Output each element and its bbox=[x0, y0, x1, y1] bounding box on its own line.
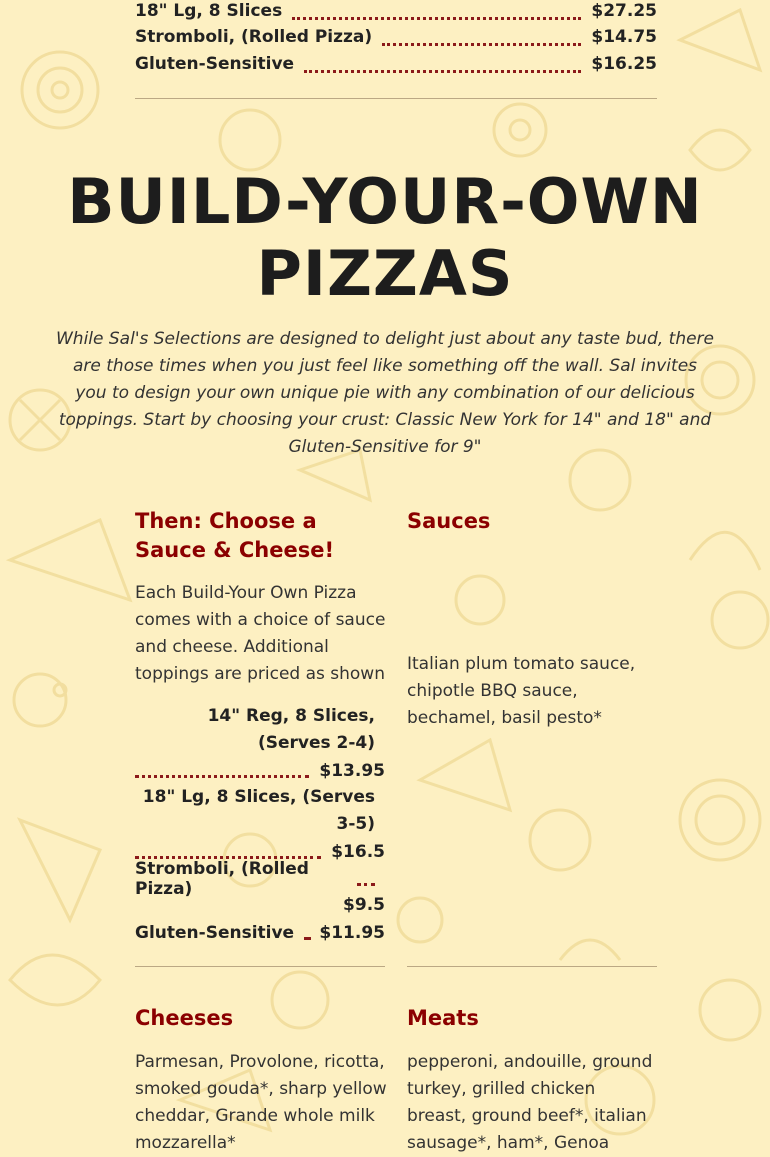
dot-leader bbox=[304, 937, 309, 940]
menu-price-row bbox=[135, 52, 657, 76]
size-name: Gluten-Sensitive bbox=[135, 922, 295, 943]
dot-leader bbox=[292, 17, 581, 20]
menu-price-row bbox=[135, 25, 657, 49]
cheeses-list: Parmesan, Provolone, ricotta, smoked gouda*, sharp yellow cheddar, Grande whole milk mozzarella* bbox=[135, 1052, 387, 1153]
size-price-row bbox=[135, 858, 385, 919]
meats-list: pepperoni, andouille, ground turkey, grilled chicken breast, ground beef*, italian sausage*, ham*, Genoa bbox=[407, 1052, 653, 1153]
menu-item-price: $27.25 bbox=[591, 1, 657, 21]
meats-heading: Meats bbox=[407, 1006, 479, 1030]
dot-leader bbox=[357, 883, 375, 886]
sauces-list: Italian plum tomato sauce, chipotle BBQ sauce, bechamel, basil pesto* bbox=[407, 654, 636, 728]
size-name: Stromboli, (Rolled Pizza) bbox=[135, 858, 309, 899]
size-price: $16.5 bbox=[331, 841, 385, 862]
menu-item-name: Gluten-Sensitive bbox=[135, 54, 295, 74]
menu-item-price: $14.75 bbox=[591, 27, 657, 47]
size-price: $11.95 bbox=[319, 922, 385, 943]
menu-item-name: Stromboli, (Rolled Pizza) bbox=[135, 27, 373, 47]
menu-price-row bbox=[135, 0, 657, 23]
section-title bbox=[0, 166, 770, 310]
cheeses-heading: Cheeses bbox=[135, 1006, 234, 1030]
size-price-row bbox=[135, 703, 385, 784]
build-your-own-description: Each Build-Your Own Pizza comes with a choice of sauce and cheese. Additional toppings are priced as shown bbox=[135, 583, 386, 684]
divider bbox=[407, 966, 657, 967]
size-name: 14" Reg, 8 Slices, (Serves 2-4) bbox=[207, 706, 375, 753]
size-price-row bbox=[135, 784, 385, 865]
dot-leader bbox=[135, 775, 309, 778]
size-name: 18" Lg, 8 Slices, (Serves 3-5) bbox=[142, 787, 375, 834]
menu-item-name: 18" Lg, 8 Slices bbox=[135, 1, 283, 21]
section-title-line-1: BUILD-YOUR-OWN bbox=[67, 165, 703, 238]
size-price-row bbox=[135, 919, 385, 946]
size-price: $13.95 bbox=[319, 760, 385, 781]
dot-leader bbox=[382, 43, 581, 46]
choose-sauce-cheese-heading: Then: Choose a Sauce & Cheese! bbox=[135, 509, 335, 562]
section-title-line-2: PIZZAS bbox=[256, 237, 514, 310]
section-intro: While Sal's Selections are designed to delight just about any taste bud, there are those times when you just feel like something off the wall. Sal invites you to design your own unique pie with any combination of our delicious toppings. Start by choosing your crust: Classic New York for 14" and 18" and Gluten-Sensitive for 9" bbox=[56, 329, 714, 457]
menu-item-price: $16.25 bbox=[591, 54, 657, 74]
divider bbox=[135, 98, 657, 99]
size-price: $9.5 bbox=[343, 895, 385, 915]
divider bbox=[135, 966, 385, 967]
dot-leader bbox=[304, 70, 581, 73]
sauces-heading: Sauces bbox=[407, 509, 491, 533]
